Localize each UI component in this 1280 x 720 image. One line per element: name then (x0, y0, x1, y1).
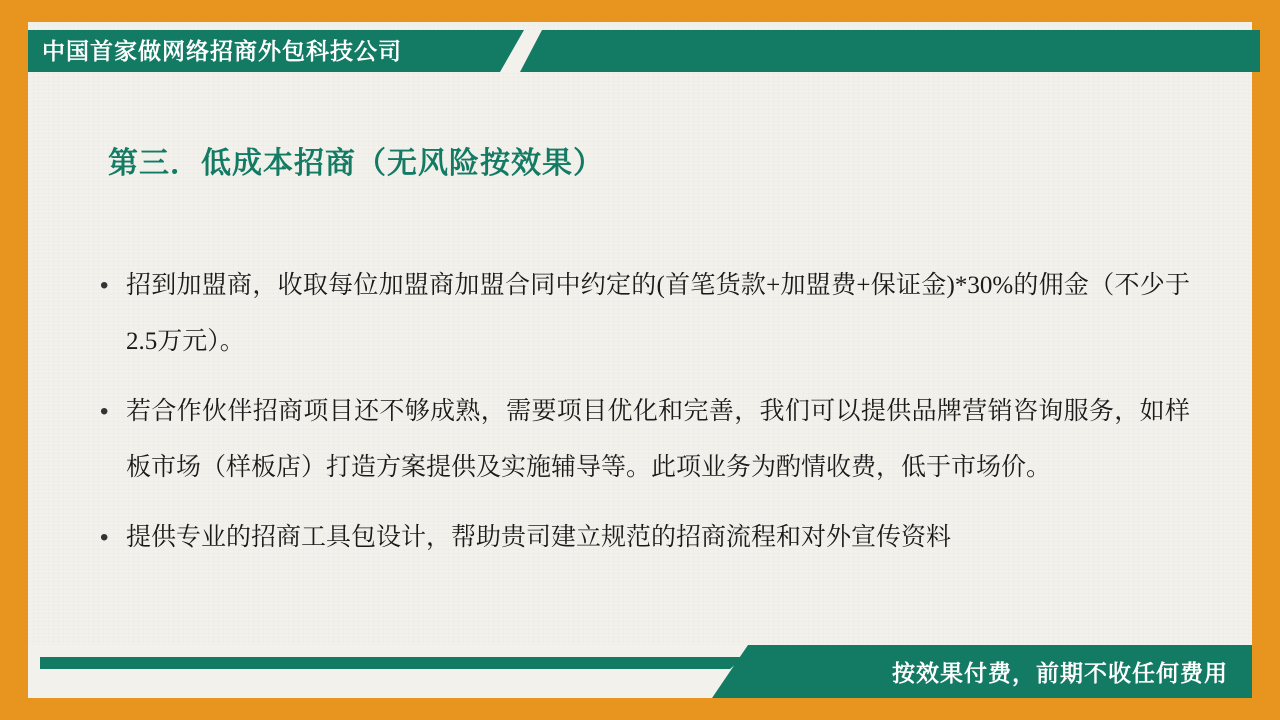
footer-tagline: 按效果付费，前期不收任何费用 (892, 660, 1228, 686)
footer-band-notch (28, 645, 748, 698)
list-item-text: 提供专业的招商工具包设计，帮助贵司建立规范的招商流程和对外宣传资料 (126, 524, 952, 551)
footer-accent-bar (40, 657, 744, 669)
list-item (100, 258, 1190, 370)
bullet-icon: • (100, 398, 109, 425)
bullet-icon: • (100, 272, 109, 299)
bullet-icon: • (100, 524, 109, 551)
header-title: 中国首家做网络招商外包科技公司 (42, 38, 402, 64)
list-item-text: 若合作伙伴招商项目还不够成熟，需要项目优化和完善，我们可以提供品牌营销咨询服务，如样板市场（样板店）打造方案提供及实施辅导等。此项业务为酌情收费，低于市场价。 (126, 398, 1190, 481)
list-item (100, 510, 1190, 566)
header-band-notch-inner (520, 30, 1260, 72)
bullet-list (100, 258, 1190, 580)
list-item-text: 招到加盟商，收取每位加盟商加盟合同中约定的(首笔货款+加盟费+保证金)*30%的佣金（不少于2.5万元）。 (126, 272, 1190, 355)
list-item (100, 384, 1190, 496)
page-title: 第三．低成本招商（无风险按效果） (108, 147, 604, 180)
